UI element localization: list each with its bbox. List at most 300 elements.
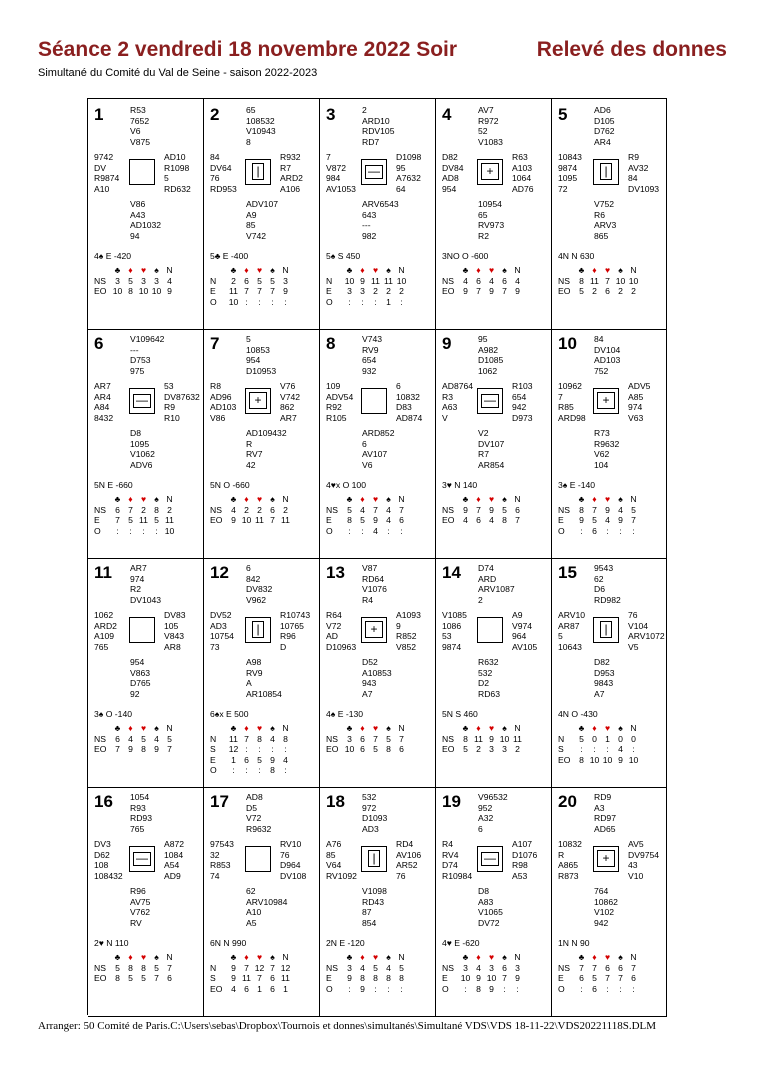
suit-holding: D953 (594, 667, 615, 678)
suit-holding: RD4 (396, 839, 414, 849)
trick-count: 3 (115, 275, 120, 286)
south-hand (594, 428, 619, 470)
suit-holding: DV9754 (628, 849, 660, 860)
south-hand (130, 886, 150, 928)
suit-icon: ♠ (502, 265, 507, 275)
trick-count: 11 (371, 275, 380, 286)
suit-icon: ♠ (270, 723, 275, 733)
suit-holding: AD8 (246, 792, 263, 802)
corner-cell (92, 952, 111, 963)
suit-holding: R1098 (164, 162, 190, 173)
suit-holding: D1085 (478, 355, 504, 365)
suit-holding: 954 (246, 355, 261, 365)
vulnerability-indicator: | (600, 621, 612, 638)
suit-holding: RD632 (164, 183, 191, 194)
trick-count: 3 (347, 286, 352, 296)
suit-holding: V6 (362, 459, 373, 470)
trick-count: 10 (460, 973, 471, 983)
vulnerability-indicator: + (597, 392, 615, 409)
suit-icon: ♦ (360, 494, 365, 504)
trick-count: 6 (270, 983, 275, 994)
suit-icon: ♥ (604, 494, 611, 504)
suit-icon: ♣ (462, 723, 469, 733)
trick-count: : (464, 983, 467, 994)
trick-count: 7 (605, 973, 610, 983)
suit-holding: R852 (396, 631, 417, 641)
deal-cell (88, 328, 204, 559)
suit-holding: 954 (442, 183, 457, 194)
suit-holding: AV106 (396, 849, 422, 860)
suit-icon: ♣ (230, 952, 237, 962)
suit-holding: RD43 (362, 896, 384, 907)
suit-holding: AV7 (478, 105, 494, 115)
suit-holding: D10963 (326, 641, 357, 652)
suit-icon: ♣ (462, 952, 469, 962)
suit-holding: D1093 (362, 813, 388, 823)
suit-holding: A7632 (396, 173, 421, 183)
suit-holding: AD874 (396, 412, 423, 423)
suit-holding: R96 (280, 631, 296, 641)
suit-holding: AD76 (512, 183, 534, 194)
suit-holding: 109 (326, 381, 341, 391)
suit-holding: 108532 (246, 115, 275, 126)
trick-count: 1 (231, 754, 236, 765)
suit-holding: A872 (164, 839, 185, 849)
row-label: N (326, 275, 333, 286)
suit-holding: AR87 (558, 620, 580, 631)
trick-count: 4 (515, 275, 520, 286)
vulnerability-indicator: — (481, 394, 499, 408)
suit-holding: R7 (280, 162, 291, 173)
tricks-table (324, 265, 408, 307)
south-hand (130, 657, 151, 699)
north-hand (594, 105, 615, 147)
suit-holding: DV1043 (130, 594, 162, 605)
suit-holding: A865 (558, 860, 579, 870)
row-label: NS (558, 962, 570, 973)
suit-icon: ♥ (140, 494, 147, 504)
deal-cell (436, 557, 552, 788)
trick-count: 6 (631, 973, 636, 983)
south-hand (362, 428, 394, 470)
north-hand (246, 563, 272, 605)
tricks-table (556, 494, 640, 536)
trick-count: 7 (373, 504, 378, 515)
suit-holding: 1095 (130, 438, 150, 449)
suit-holding: A1093 (396, 610, 421, 620)
trick-count: : (580, 744, 583, 754)
suit-icon: ♥ (140, 265, 147, 275)
row-label: EO (210, 983, 223, 994)
par-contract: 5N E -660 (94, 480, 133, 490)
vulnerability-indicator: — (365, 165, 383, 179)
trick-count: : (632, 983, 635, 994)
compass-box (129, 617, 155, 643)
suit-icon: ♥ (140, 723, 147, 733)
suit-holding: R63 (512, 152, 528, 162)
east-hand (164, 381, 200, 423)
suit-holding: D52 (362, 657, 378, 667)
suit-holding: AD3 (210, 620, 227, 631)
trick-count: 4 (283, 754, 288, 765)
suit-holding: 43 (628, 860, 638, 870)
trick-count: 6 (244, 275, 249, 286)
deal-cell (552, 99, 667, 330)
suit-holding: ADV54 (326, 391, 354, 402)
trick-count: 4 (373, 525, 378, 536)
trick-count: 7 (579, 962, 584, 973)
north-hand (130, 792, 152, 834)
row-label: S (210, 973, 216, 983)
trick-count: 9 (476, 973, 481, 983)
suit-holding: ADV5 (628, 381, 651, 391)
suit-holding: 10832 (396, 391, 420, 402)
trick-count: 10 (228, 296, 239, 307)
row-label: EO (94, 744, 107, 754)
trick-count: 9 (489, 504, 494, 515)
trick-count: 4 (231, 504, 236, 515)
suit-holding: 8432 (94, 412, 114, 423)
notrump-header: N (166, 494, 173, 504)
row-label: E (558, 973, 564, 983)
suit-icon: ♦ (360, 723, 365, 733)
vulnerability-indicator: | (600, 163, 612, 180)
suit-holding: DV832 (246, 584, 273, 594)
corner-cell (208, 723, 227, 734)
suit-holding: RDV105 (362, 126, 395, 136)
corner-cell (92, 723, 111, 734)
suit-icon: ♥ (256, 723, 263, 733)
suit-holding: D8 (130, 428, 141, 438)
suit-holding: V742 (280, 391, 301, 402)
west-hand (442, 610, 467, 652)
suit-holding: DV87632 (164, 391, 200, 402)
deal-number: 7 (210, 334, 220, 353)
trick-count: 6 (476, 515, 481, 525)
suit-holding: A109 (94, 631, 115, 641)
suit-icon: ♥ (604, 265, 611, 275)
suit-holding: A53 (512, 870, 528, 881)
trick-count: : (387, 525, 390, 536)
suit-icon: ♥ (140, 952, 147, 962)
suit-holding: 972 (362, 802, 377, 813)
suit-holding: 7 (558, 391, 563, 402)
deal-cell (320, 557, 436, 788)
row-label: NS (326, 504, 338, 515)
suit-holding: 5 (558, 631, 563, 641)
suit-holding: ARD852 (362, 428, 395, 438)
suit-holding: 104 (594, 459, 609, 470)
trick-count: : (606, 983, 609, 994)
suit-holding: 84 (628, 173, 638, 183)
east-hand (280, 381, 300, 423)
trick-count: 6 (592, 525, 597, 536)
suit-holding: AR7 (94, 381, 111, 391)
row-label: O (210, 765, 217, 775)
suit-holding: RD953 (210, 183, 237, 194)
suit-holding: 654 (362, 355, 377, 365)
trick-count: 9 (605, 504, 610, 515)
suit-holding: D753 (130, 355, 151, 365)
deal-cell (88, 786, 204, 1017)
south-hand (594, 886, 618, 928)
tricks-table (556, 723, 640, 765)
tricks-table (440, 723, 524, 755)
trick-count: 11 (281, 515, 290, 525)
suit-holding: DV107 (478, 438, 505, 449)
west-hand (210, 839, 234, 881)
suit-holding: R6 (594, 209, 605, 220)
east-hand (164, 839, 184, 881)
suit-holding: 76 (210, 173, 220, 183)
suit-icon: ♣ (346, 265, 353, 275)
suit-holding: RV7 (246, 449, 263, 459)
suit-holding: 943 (362, 678, 377, 688)
north-hand (246, 334, 276, 376)
notrump-header: N (398, 952, 405, 962)
suit-holding: V72 (246, 813, 262, 823)
suit-icon: ♥ (372, 265, 379, 275)
suit-icon: ♥ (604, 723, 611, 733)
south-hand (362, 886, 387, 928)
notrump-header: N (514, 952, 521, 962)
north-hand (130, 105, 150, 147)
trick-count: 9 (167, 286, 172, 296)
vulnerability-indicator: — (133, 852, 151, 866)
east-hand (280, 610, 310, 652)
west-hand (558, 839, 582, 881)
suit-holding: V1085 (442, 610, 467, 620)
suit-holding: 854 (362, 917, 377, 928)
west-hand (442, 152, 464, 194)
suit-holding: A7 (362, 688, 373, 699)
north-hand (478, 334, 503, 376)
trick-count: 10 (499, 733, 510, 744)
east-hand (164, 152, 191, 194)
north-hand (478, 792, 508, 834)
suit-holding: 1062 (478, 365, 498, 376)
trick-count: 7 (167, 962, 172, 973)
trick-count: 11 (229, 733, 238, 744)
south-hand (130, 428, 155, 470)
east-hand (396, 152, 421, 194)
vulnerability-indicator: + (365, 621, 383, 638)
notrump-header: N (514, 723, 521, 733)
trick-count: 7 (618, 973, 623, 983)
notrump-header: N (282, 494, 289, 504)
suit-holding: RV4 (442, 849, 459, 860)
notrump-header: N (630, 494, 637, 504)
suit-holding: AR854 (478, 459, 505, 470)
suit-holding: D82 (594, 657, 610, 667)
deal-cell (320, 99, 436, 330)
row-label: N (210, 962, 217, 973)
suit-holding: 942 (594, 917, 609, 928)
suit-holding: A54 (164, 860, 180, 870)
par-contract: 2N E -120 (326, 938, 365, 948)
suit-holding: 1095 (558, 173, 578, 183)
trick-count: 3 (154, 275, 159, 286)
suit-holding: 10853 (246, 344, 270, 355)
corner-cell (324, 952, 343, 963)
suit-holding: RV9 (246, 667, 263, 678)
suit-holding: 954 (130, 657, 145, 667)
row-label: S (558, 744, 564, 754)
notrump-header: N (630, 723, 637, 733)
row-label: O (442, 983, 449, 994)
trick-count: 4 (618, 744, 623, 754)
west-hand (210, 610, 234, 652)
suit-holding: 87 (362, 907, 372, 917)
suit-holding: AD1032 (130, 220, 162, 230)
deal-number: 12 (210, 563, 229, 582)
trick-count: 6 (515, 504, 520, 515)
trick-count: 4 (360, 504, 365, 515)
south-hand (246, 199, 278, 241)
suit-holding: 1064 (512, 173, 532, 183)
suit-holding: V743 (362, 334, 383, 344)
suit-holding: RD63 (478, 688, 500, 699)
suit-holding: V752 (594, 199, 615, 209)
trick-count: : (155, 525, 158, 536)
suit-icon: ♠ (386, 952, 391, 962)
trick-count: : (374, 296, 377, 307)
trick-count: 4 (463, 275, 468, 286)
west-hand (326, 610, 356, 652)
trick-count: 1 (257, 983, 262, 994)
suit-icon: ♠ (386, 494, 391, 504)
suit-holding: A5 (246, 917, 257, 928)
row-label: EO (210, 515, 223, 525)
par-contract: 6N N 990 (210, 938, 247, 948)
par-contract: 3NO O -600 (442, 251, 489, 261)
trick-count: 11 (474, 733, 483, 744)
trick-count: 7 (605, 275, 610, 286)
trick-count: 7 (115, 515, 120, 525)
row-label: NS (94, 733, 106, 744)
trick-count: 4 (386, 504, 391, 515)
suit-holding: 643 (362, 209, 377, 220)
suit-holding: 108432 (94, 870, 123, 881)
suit-holding: 932 (362, 365, 377, 376)
suit-holding: 65 (478, 209, 488, 220)
corner-cell (324, 494, 343, 505)
suit-holding: A63 (442, 402, 458, 412)
corner-cell (440, 723, 459, 734)
suit-icon: ♦ (128, 265, 133, 275)
trick-count: 12 (280, 962, 291, 973)
suit-holding: 10765 (280, 620, 304, 631)
suit-holding: DV1093 (628, 183, 660, 194)
corner-cell (324, 723, 343, 734)
row-label: NS (210, 504, 222, 515)
deal-cell (436, 786, 552, 1017)
suit-holding: V87 (362, 563, 378, 573)
suit-holding: 95 (478, 334, 488, 344)
suit-holding: D8 (478, 886, 489, 896)
suit-holding: AV5 (628, 839, 644, 849)
notrump-header: N (398, 265, 405, 275)
west-hand (210, 381, 236, 423)
suit-holding: 52 (478, 126, 488, 136)
row-label: EO (558, 754, 571, 765)
suit-holding: R632 (478, 657, 499, 667)
vulnerability-indicator: + (597, 850, 615, 867)
south-hand (246, 886, 287, 928)
trick-count: 8 (128, 962, 133, 973)
suit-holding: 6 (246, 563, 251, 573)
trick-count: 5 (141, 973, 146, 983)
deal-cell (204, 99, 320, 330)
east-hand (512, 839, 537, 881)
trick-count: 6 (115, 504, 120, 515)
east-hand (628, 152, 659, 194)
suit-icon: ♦ (244, 265, 249, 275)
suit-holding: A83 (478, 896, 494, 907)
suit-icon: ♦ (476, 265, 481, 275)
trick-count: 12 (254, 962, 265, 973)
suit-holding: 842 (246, 573, 261, 584)
trick-count: 5 (502, 504, 507, 515)
trick-count: 6 (270, 504, 275, 515)
suit-icon: ♣ (114, 494, 121, 504)
north-hand (594, 792, 616, 834)
trick-count: 9 (463, 504, 468, 515)
trick-count: 5 (463, 744, 468, 754)
suit-icon: ♠ (154, 494, 159, 504)
east-hand (396, 610, 421, 652)
west-hand (558, 152, 582, 194)
suit-holding: 97543 (210, 839, 234, 849)
deal-cell (88, 99, 204, 330)
suit-holding: V10943 (246, 126, 276, 136)
trick-count: : (348, 296, 351, 307)
notrump-header: N (282, 952, 289, 962)
row-label: NS (442, 504, 454, 515)
trick-count: 7 (244, 733, 249, 744)
suit-holding: AD (326, 631, 338, 641)
suit-holding: 654 (512, 391, 527, 402)
notrump-header: N (166, 265, 173, 275)
north-hand (130, 334, 164, 376)
trick-count: 10 (628, 275, 639, 286)
east-hand (628, 381, 650, 423)
trick-count: 2 (257, 504, 262, 515)
suit-holding: 85 (246, 220, 256, 230)
trick-count: 4 (128, 733, 133, 744)
east-hand (280, 152, 303, 194)
row-label: NS (326, 733, 338, 744)
west-hand (326, 152, 356, 194)
suit-holding: 62 (594, 573, 604, 584)
suit-holding: D5 (246, 802, 257, 813)
row-label: N (558, 733, 565, 744)
suit-icon: ♣ (578, 723, 585, 733)
trick-count: 5 (386, 733, 391, 744)
trick-count: : (258, 765, 261, 775)
trick-count: 11 (384, 275, 393, 286)
suit-holding: V962 (246, 594, 267, 605)
trick-count: 11 (139, 515, 148, 525)
trick-count: 10 (396, 275, 407, 286)
deals-grid (87, 98, 667, 1015)
suit-icon: ♦ (128, 952, 133, 962)
suit-holding: R105 (326, 412, 347, 423)
suit-holding: D762 (594, 126, 615, 136)
suit-holding: RV1092 (326, 870, 357, 881)
deal-cell (204, 328, 320, 559)
north-hand (362, 563, 387, 605)
